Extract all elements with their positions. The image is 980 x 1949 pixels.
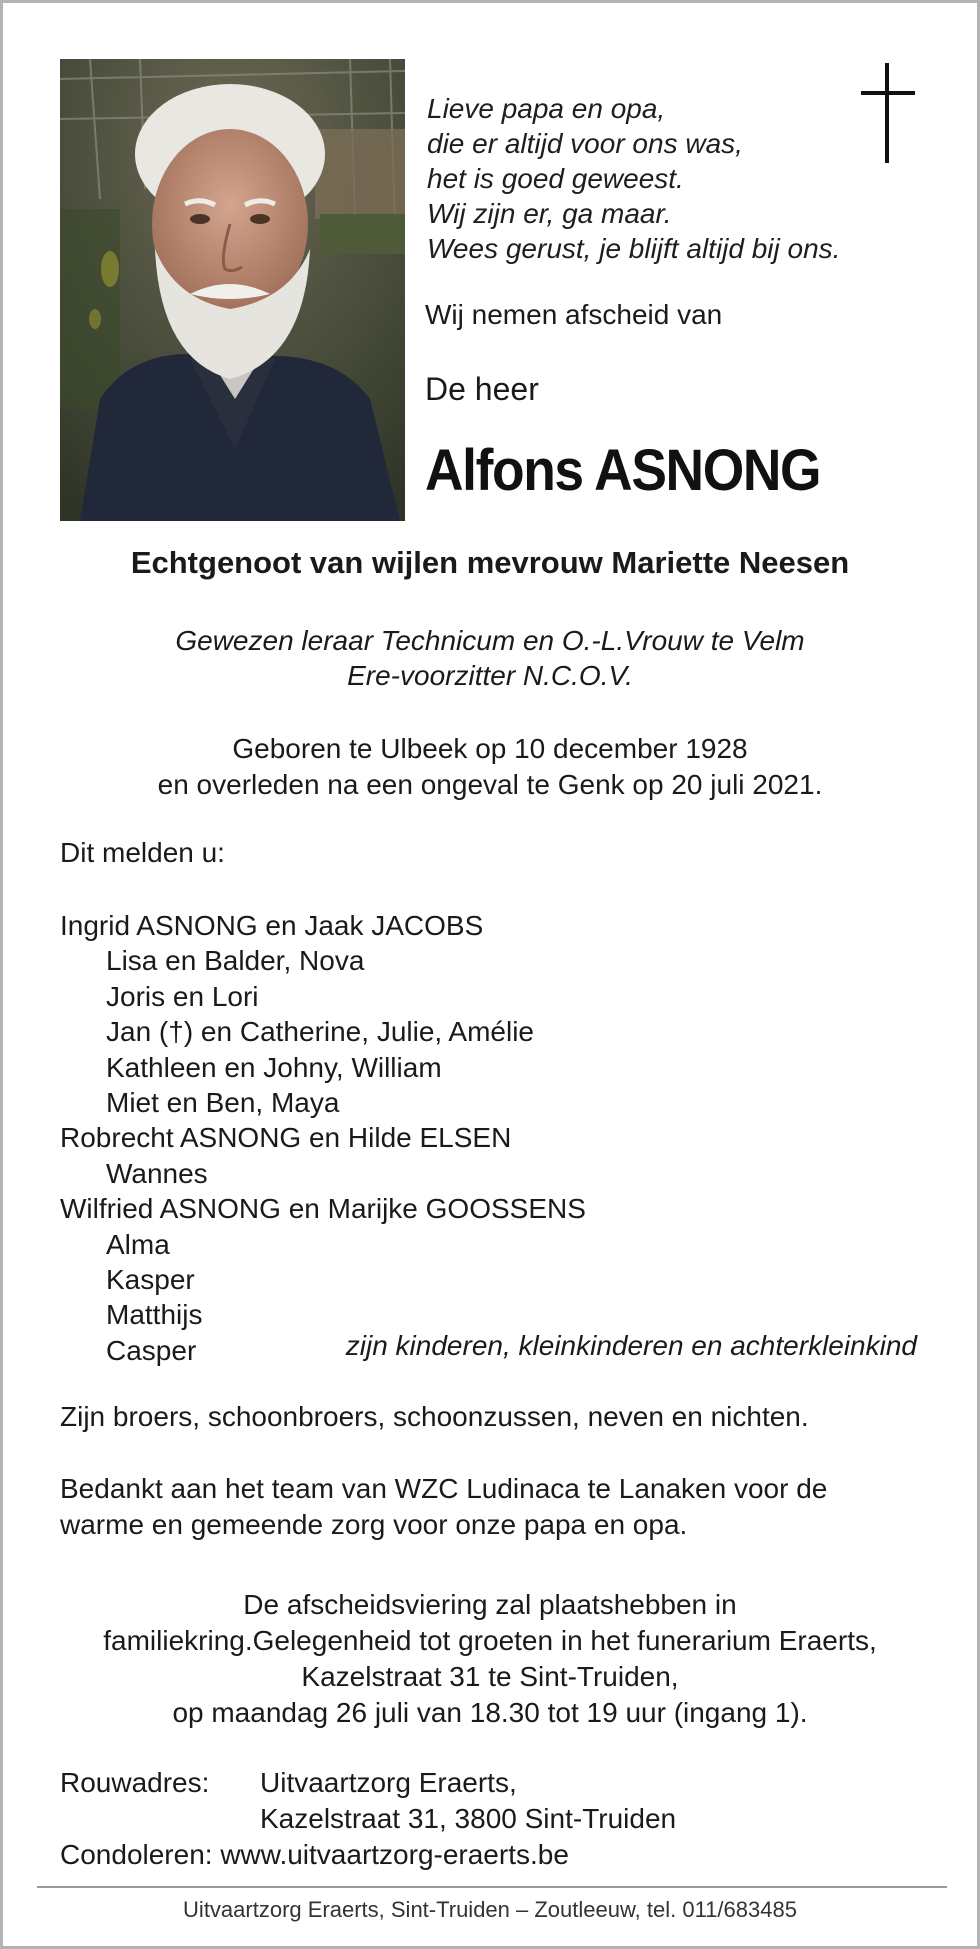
roles: [3, 623, 977, 693]
family-member: Kathleen en Johny, William: [106, 1051, 442, 1083]
footer-text: Uitvaartzorg Eraerts, Sint-Truiden – Zoutleeuw, tel. 011/683485: [183, 1897, 797, 1922]
spouse-line: Echtgenoot van wijlen mevrouw Mariette Neesen: [130, 545, 850, 580]
poem-line: het is goed geweest.: [427, 163, 684, 194]
condolences-link[interactable]: Condoleren: www.uitvaartzorg-eraerts.be: [60, 1839, 569, 1870]
other-relatives: Zijn broers, schoonbroers, schoonzussen, neven en nichten.: [60, 1401, 809, 1432]
family-list: [60, 908, 586, 1368]
address-line: Kazelstraat 31, 3800 Sint-Truiden: [260, 1803, 677, 1834]
family-member: Wilfried ASNONG en Marijke GOOSSENS: [60, 1193, 586, 1225]
announcement-heading: Dit melden u:: [60, 837, 225, 868]
family-member: Alma: [106, 1228, 170, 1260]
address-block: [60, 1765, 676, 1873]
footer-divider: [37, 1886, 947, 1888]
address-line: Uitvaartzorg Eraerts,: [260, 1767, 517, 1798]
salutation: De heer: [425, 371, 539, 407]
cross-icon: [861, 63, 915, 163]
family-member: Kasper: [106, 1263, 195, 1295]
family-member: Joris en Lori: [106, 980, 259, 1012]
ceremony-info: [3, 1587, 977, 1731]
family-member: Robrecht ASNONG en Hilde ELSEN: [60, 1122, 512, 1154]
family-member: Lisa en Balder, Nova: [106, 945, 365, 977]
thanks-line: warme en gemeende zorg voor onze papa en opa.: [60, 1509, 688, 1540]
family-member: Wannes: [106, 1157, 208, 1189]
poem-line: Wees gerust, je blijft altijd bij ons.: [427, 233, 841, 264]
role-line: Ere-voorzitter N.C.O.V.: [347, 660, 633, 691]
birth-line: Geboren te Ulbeek op 10 december 1928: [232, 733, 748, 764]
ceremony-line: De afscheidsviering zal plaatshebben in: [243, 1589, 737, 1620]
poem: [427, 91, 840, 266]
life-dates: [3, 731, 977, 803]
thanks-line: Bedankt aan het team van WZC Ludinaca te Lanaken voor de: [60, 1473, 828, 1504]
family-member: Matthijs: [106, 1299, 203, 1331]
poem-line: Wij zijn er, ga maar.: [427, 198, 672, 229]
poem-line: Lieve papa en opa,: [427, 93, 666, 124]
address-label: Rouwadres:: [60, 1767, 210, 1798]
portrait-photo: [60, 59, 405, 521]
death-line: en overleden na een ongeval te Genk op 20 juli 2021.: [157, 769, 823, 800]
ceremony-line: op maandag 26 juli van 18.30 tot 19 uur (ingang 1).: [172, 1697, 808, 1728]
deceased-name: Alfons ASNONG: [425, 438, 821, 503]
ceremony-line: familiekring.Gelegenheid tot groeten in het funerarium Eraerts,: [103, 1625, 877, 1656]
intro-text: Wij nemen afscheid van: [425, 299, 723, 330]
family-member: Miet en Ben, Maya: [106, 1086, 340, 1118]
thanks-text: [60, 1471, 827, 1543]
family-caption: zijn kinderen, kleinkinderen en achterkleinkind: [345, 1330, 917, 1361]
family-member: Jan (†) en Catherine, Julie, Amélie: [106, 1016, 534, 1048]
poem-line: die er altijd voor ons was,: [427, 128, 743, 159]
ceremony-line: Kazelstraat 31 te Sint-Truiden,: [301, 1661, 679, 1692]
family-member: Casper: [106, 1334, 197, 1366]
family-member: Ingrid ASNONG en Jaak JACOBS: [60, 910, 484, 941]
role-line: Gewezen leraar Technicum en O.-L.Vrouw te Velm: [175, 625, 805, 656]
